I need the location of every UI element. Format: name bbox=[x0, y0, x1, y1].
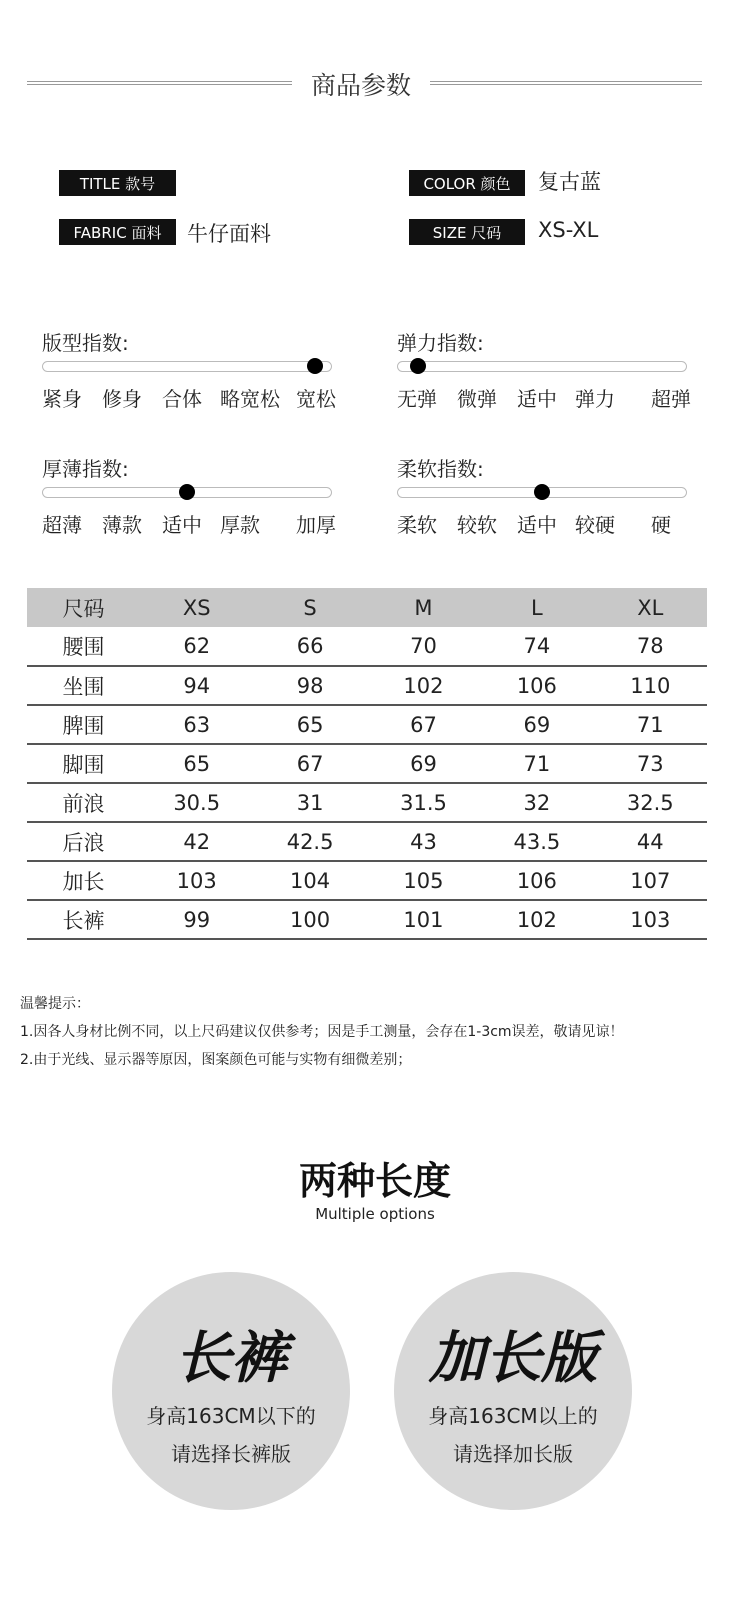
size-value-cell: 107 bbox=[594, 861, 707, 900]
header-rule-left bbox=[27, 81, 292, 85]
size-value-cell: 106 bbox=[480, 861, 593, 900]
long-option-line1: 身高163CM以下的 bbox=[146, 1404, 316, 1428]
lengths-title: 两种长度 bbox=[298, 1159, 451, 1203]
size-header-cell: XL bbox=[594, 588, 707, 627]
elastic-index-title: 弹力指数: bbox=[397, 331, 484, 355]
size-value-cell: 32 bbox=[480, 783, 593, 822]
elastic-index-dot bbox=[410, 358, 426, 374]
size-table-header bbox=[27, 588, 707, 627]
fit-index-title: 版型指数: bbox=[42, 331, 129, 355]
tips-line: 2.由于光线、显示器等原因，图案颜色可能与实物有细微差别； bbox=[20, 1052, 412, 1068]
size-value-cell: 66 bbox=[253, 627, 366, 666]
size-value-cell: 42.5 bbox=[253, 822, 366, 861]
row-label-cell: 脚围 bbox=[27, 744, 140, 783]
size-tag: SIZE 尺码 bbox=[409, 219, 525, 245]
thickness-label: 适中 bbox=[162, 513, 202, 537]
fit-index-track bbox=[42, 361, 332, 372]
title-tag: TITLE 款号 bbox=[59, 170, 176, 196]
table-row bbox=[27, 627, 707, 666]
size-value-cell: 43 bbox=[367, 822, 480, 861]
section-header bbox=[0, 62, 750, 102]
table-row bbox=[27, 744, 707, 783]
row-label-cell: 脾围 bbox=[27, 705, 140, 744]
size-value-cell: 103 bbox=[140, 861, 253, 900]
size-value-cell: 63 bbox=[140, 705, 253, 744]
color-value: 复古蓝 bbox=[538, 170, 601, 194]
size-value-cell: 78 bbox=[594, 627, 707, 666]
size-value-cell: 31 bbox=[253, 783, 366, 822]
size-value-cell: 31.5 bbox=[367, 783, 480, 822]
size-value-cell: 74 bbox=[480, 627, 593, 666]
size-value-cell: 110 bbox=[594, 666, 707, 705]
fit-label: 合体 bbox=[162, 387, 202, 411]
long-option-name: 长裤 bbox=[175, 1326, 287, 1391]
elastic-index-track bbox=[397, 361, 687, 372]
thickness-label: 厚款 bbox=[220, 513, 260, 537]
thickness-label: 加厚 bbox=[296, 513, 336, 537]
elastic-label: 弹力 bbox=[575, 387, 615, 411]
table-row bbox=[27, 783, 707, 822]
extended-option-line2: 请选择加长版 bbox=[453, 1442, 573, 1466]
thickness-index-dot bbox=[179, 484, 195, 500]
size-value-cell: 104 bbox=[253, 861, 366, 900]
softness-index-dot bbox=[534, 484, 550, 500]
lengths-subtitle: Multiple options bbox=[315, 1205, 435, 1223]
size-value-cell: 98 bbox=[253, 666, 366, 705]
size-value-cell: 71 bbox=[480, 744, 593, 783]
thickness-label: 薄款 bbox=[102, 513, 142, 537]
size-value-cell: 103 bbox=[594, 900, 707, 939]
size-value-cell: 43.5 bbox=[480, 822, 593, 861]
elastic-index-labels bbox=[397, 383, 697, 409]
header-rule-right bbox=[430, 81, 702, 85]
size-value-cell: 65 bbox=[140, 744, 253, 783]
size-value-cell: 67 bbox=[367, 705, 480, 744]
color-tag: COLOR 颜色 bbox=[409, 170, 525, 196]
row-label-cell: 长裤 bbox=[27, 900, 140, 939]
table-row bbox=[27, 705, 707, 744]
softness-label: 硬 bbox=[651, 513, 671, 537]
size-value-cell: 101 bbox=[367, 900, 480, 939]
size-value-cell: 94 bbox=[140, 666, 253, 705]
fabric-value: 牛仔面料 bbox=[187, 222, 271, 246]
size-value: XS-XL bbox=[538, 218, 599, 242]
size-header-cell: L bbox=[480, 588, 593, 627]
row-label-cell: 坐围 bbox=[27, 666, 140, 705]
thickness-label: 超薄 bbox=[42, 513, 82, 537]
elastic-label: 微弹 bbox=[457, 387, 497, 411]
row-label-cell: 前浪 bbox=[27, 783, 140, 822]
tips-title: 温馨提示： bbox=[20, 996, 90, 1012]
size-value-cell: 102 bbox=[367, 666, 480, 705]
softness-label: 较硬 bbox=[575, 513, 615, 537]
softness-index-title: 柔软指数: bbox=[397, 457, 484, 481]
fit-index-labels bbox=[42, 383, 342, 409]
size-value-cell: 30.5 bbox=[140, 783, 253, 822]
elastic-label: 无弹 bbox=[397, 387, 437, 411]
long-option-line2: 请选择长裤版 bbox=[171, 1442, 291, 1466]
size-value-cell: 69 bbox=[480, 705, 593, 744]
thickness-index-title: 厚薄指数: bbox=[42, 457, 129, 481]
softness-label: 适中 bbox=[517, 513, 557, 537]
long-option-circle bbox=[112, 1272, 350, 1510]
size-value-cell: 105 bbox=[367, 861, 480, 900]
extended-option-line1: 身高163CM以上的 bbox=[428, 1404, 598, 1428]
size-value-cell: 71 bbox=[594, 705, 707, 744]
fabric-tag: FABRIC 面料 bbox=[59, 219, 176, 245]
row-label-cell: 后浪 bbox=[27, 822, 140, 861]
size-table bbox=[27, 588, 707, 940]
extended-option-name: 加长版 bbox=[429, 1326, 597, 1391]
size-value-cell: 99 bbox=[140, 900, 253, 939]
thickness-index-labels bbox=[42, 509, 342, 535]
fit-label: 宽松 bbox=[296, 387, 336, 411]
softness-index-labels bbox=[397, 509, 697, 535]
table-row bbox=[27, 900, 707, 939]
size-value-cell: 102 bbox=[480, 900, 593, 939]
size-value-cell: 100 bbox=[253, 900, 366, 939]
size-value-cell: 106 bbox=[480, 666, 593, 705]
softness-label: 柔软 bbox=[397, 513, 437, 537]
softness-label: 较软 bbox=[457, 513, 497, 537]
size-value-cell: 32.5 bbox=[594, 783, 707, 822]
table-row bbox=[27, 822, 707, 861]
table-row bbox=[27, 666, 707, 705]
size-table-body bbox=[27, 627, 707, 939]
size-value-cell: 67 bbox=[253, 744, 366, 783]
fit-label: 修身 bbox=[102, 387, 142, 411]
tips-block bbox=[20, 990, 624, 1074]
fit-label: 略宽松 bbox=[220, 387, 280, 411]
elastic-label: 适中 bbox=[517, 387, 557, 411]
size-header-cell: 尺码 bbox=[27, 588, 140, 627]
size-header-cell: XS bbox=[140, 588, 253, 627]
fit-index-dot bbox=[307, 358, 323, 374]
section-title: 商品参数 bbox=[310, 71, 411, 100]
size-value-cell: 42 bbox=[140, 822, 253, 861]
size-value-cell: 73 bbox=[594, 744, 707, 783]
table-row bbox=[27, 861, 707, 900]
extended-option-circle bbox=[394, 1272, 632, 1510]
fit-label: 紧身 bbox=[42, 387, 82, 411]
tips-line: 1.因各人身材比例不同，以上尺码建议仅供参考；因是手工测量，会存在1-3cm误差，敬请见谅！ bbox=[20, 1024, 624, 1040]
row-label-cell: 腰围 bbox=[27, 627, 140, 666]
row-label-cell: 加长 bbox=[27, 861, 140, 900]
elastic-label: 超弹 bbox=[651, 387, 691, 411]
size-value-cell: 62 bbox=[140, 627, 253, 666]
size-value-cell: 65 bbox=[253, 705, 366, 744]
size-value-cell: 70 bbox=[367, 627, 480, 666]
size-value-cell: 69 bbox=[367, 744, 480, 783]
size-value-cell: 44 bbox=[594, 822, 707, 861]
size-header-cell: S bbox=[253, 588, 366, 627]
size-header-cell: M bbox=[367, 588, 480, 627]
